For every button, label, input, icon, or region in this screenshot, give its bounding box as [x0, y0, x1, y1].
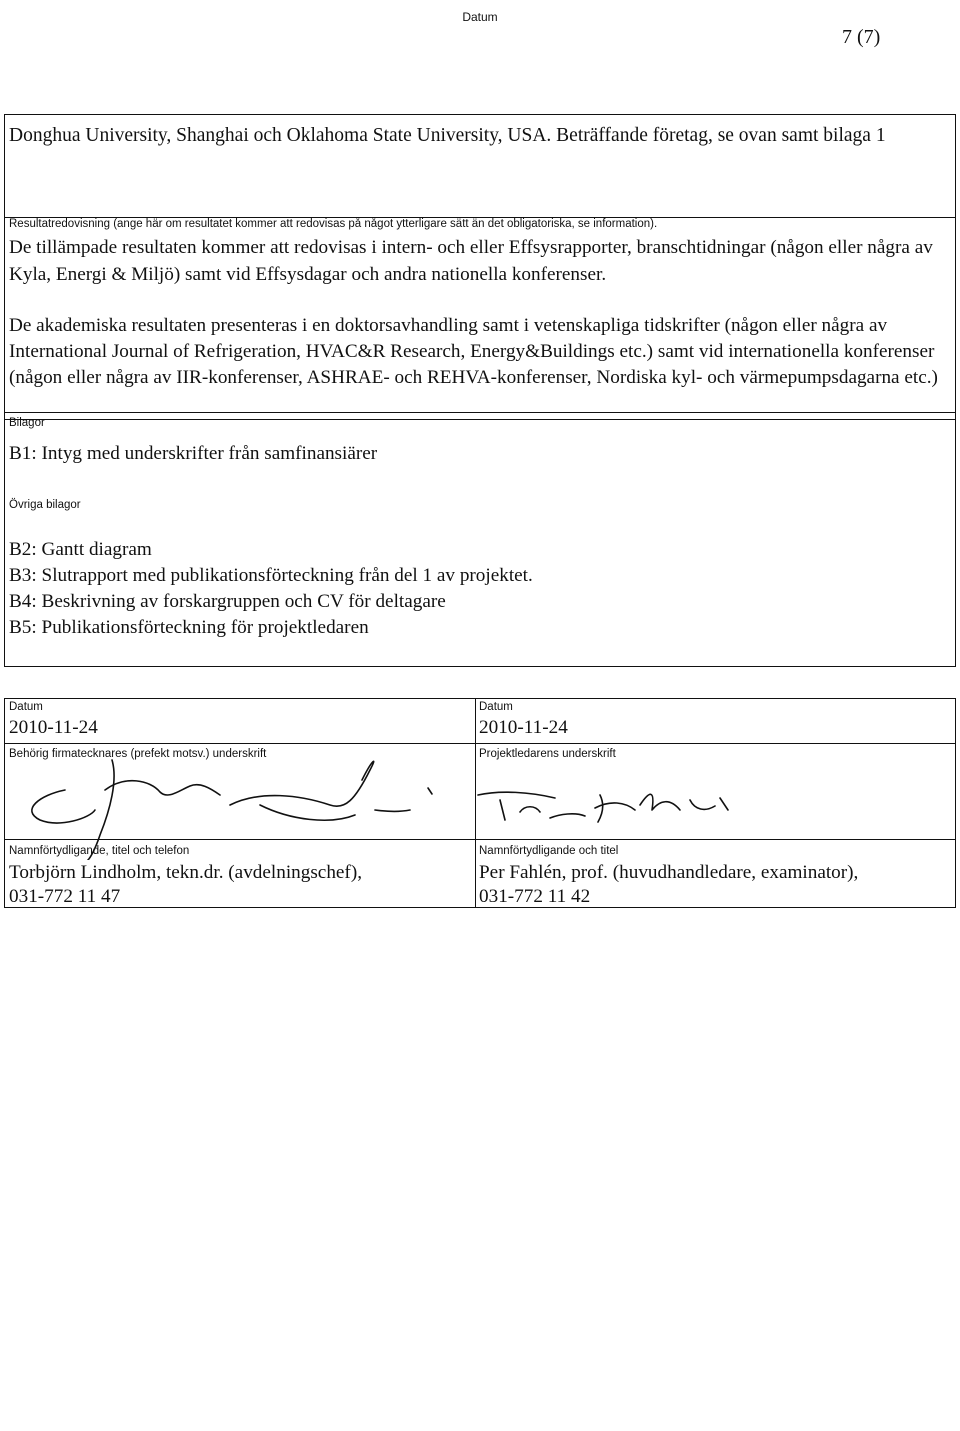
attachment-b1: B1: Intyg med underskrifter från samfinansiärer: [9, 443, 378, 464]
right-date-label: Datum: [479, 701, 513, 713]
left-phone-value: 031-772 11 47: [9, 886, 121, 907]
right-signature-stroke: [478, 792, 585, 820]
left-signature-stroke: [88, 760, 114, 860]
left-name-value: Torbjörn Lindholm, tekn.dr. (avdelningschef),: [9, 862, 363, 883]
results-label: Resultatredovisning (ange här om resultatet kommer att redovisas på något ytterligare sätt än det obligatoriska, se information).: [9, 218, 658, 230]
results-paragraph-applied: De tillämpade resultaten kommer att redovisas i intern- och eller Effsysrapporter, branschtidningar (någon eller några av Kyla, Energi & Miljö) samt vid Effsysdagar och andra nationella konferenser.: [9, 237, 933, 285]
attachments-section: [4, 412, 956, 667]
attachment-item: B2: Gantt diagram: [9, 539, 152, 560]
row-divider: [475, 743, 955, 744]
handwritten-signatures: [0, 750, 960, 860]
attachment-item: B5: Publikationsförteckning för projektledaren: [9, 617, 369, 638]
row-divider: [5, 743, 475, 744]
left-signature-stroke: [375, 810, 410, 812]
results-paragraph-academic: De akademiska resultaten presenteras i en doktorsavhandling samt i vetenskapliga tidskrifter (någon eller några av International Journal of Refrigeration, HVAC&R Research, Energy&Buildings etc.) samt vid internationella konferenser (någon eller några av IIR-konferenser, ASHRAE- och REHVA-konferenser, Nordiska kyl- och värmepumpsdagarna etc.): [9, 315, 938, 388]
header-datum-label: Datum: [462, 10, 498, 24]
partners-box: [4, 114, 956, 218]
left-date-value: 2010-11-24: [9, 717, 98, 738]
left-signature-stroke: [230, 761, 374, 806]
right-signature-label: Projektledarens underskrift: [479, 748, 616, 760]
right-signature-stroke: [595, 794, 728, 822]
attachment-list: [9, 537, 533, 641]
left-date-label: Datum: [9, 701, 43, 713]
attachment-item: B3: Slutrapport med publikationsförteckning från del 1 av projektet.: [9, 565, 533, 586]
partners-text: Donghua University, Shanghai och Oklahoma State University, USA. Beträffande företag, se ovan samt bilaga 1: [9, 125, 886, 146]
attachment-item: B4: Beskrivning av forskargruppen och CV för deltagare: [9, 591, 446, 612]
left-signature-stroke: [428, 788, 432, 794]
left-signature-stroke: [105, 781, 220, 795]
results-section: [4, 217, 956, 420]
right-phone-value: 031-772 11 42: [479, 886, 591, 907]
page-number: 7 (7): [842, 26, 881, 48]
right-date-value: 2010-11-24: [479, 717, 568, 738]
left-signature-stroke: [32, 790, 95, 823]
other-attachments-label: Övriga bilagor: [9, 499, 81, 511]
right-name-value: Per Fahlén, prof. (huvudhandledare, examinator),: [479, 862, 859, 883]
right-name-label: Namnförtydligande och titel: [479, 845, 619, 857]
left-signature-label: Behörig firmatecknares (prefekt motsv.) underskrift: [9, 748, 267, 760]
left-name-label: Namnförtydligande, titel och telefon: [9, 845, 190, 857]
left-signature-stroke: [260, 805, 355, 820]
attachments-label: Bilagor: [9, 417, 45, 429]
